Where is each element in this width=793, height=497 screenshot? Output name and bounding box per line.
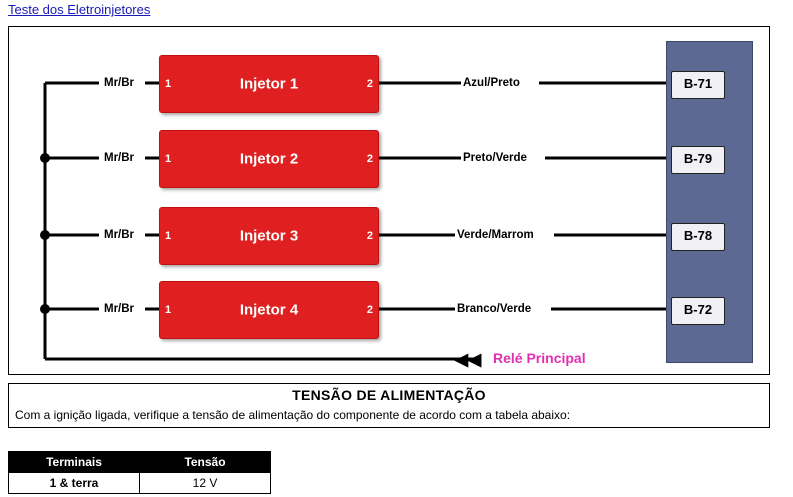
right-wire-label-2: Preto/Verde <box>463 152 527 164</box>
left-wire-label-1: Mr/Br <box>104 77 135 89</box>
injector-pin-right-1: 2 <box>366 78 373 90</box>
voltage-title: TENSÃO DE ALIMENTAÇÃO <box>292 387 486 403</box>
right-wire-label-4: Branco/Verde <box>457 303 532 315</box>
injector-label-2: Injetor 2 <box>239 150 299 168</box>
connector-chip-3[interactable]: B-78 <box>671 223 725 251</box>
injector-pin-left-4: 1 <box>165 304 172 316</box>
injector-pin-left-2: 1 <box>165 153 172 165</box>
page-title-link[interactable]: Teste dos Eletroinjetores <box>8 2 151 17</box>
injector-box-4[interactable] <box>159 281 379 339</box>
left-wire-label-4: Mr/Br <box>104 303 135 315</box>
injector-box-3[interactable] <box>159 207 379 265</box>
table-header-terminals: Terminais <box>9 452 140 473</box>
injector-pin-left-1: 1 <box>165 78 172 90</box>
table-cell-voltage: 12 V <box>140 473 271 494</box>
table-header-row <box>9 452 271 473</box>
injector-label-1: Injetor 1 <box>239 75 299 93</box>
voltage-section <box>8 383 770 428</box>
voltage-description: Com a ignição ligada, verifique a tensão de alimentação do componente de acordo com a tabela abaixo: <box>15 408 571 422</box>
injector-label-3: Injetor 3 <box>239 227 299 245</box>
injector-pin-right-4: 2 <box>366 304 373 316</box>
connector-chip-1[interactable]: B-71 <box>671 71 725 99</box>
connector-chip-2[interactable]: B-79 <box>671 146 725 174</box>
wiring-diagram <box>8 26 770 375</box>
table-row <box>9 473 271 494</box>
voltage-table <box>8 451 271 494</box>
table-header-voltage: Tensão <box>140 452 271 473</box>
relay-label: Relé Principal <box>493 350 586 366</box>
left-wire-label-2: Mr/Br <box>104 152 135 164</box>
relay-arrow-icon: ◀◀ <box>455 350 482 369</box>
injector-pin-left-3: 1 <box>165 230 172 242</box>
right-wire-label-3: Verde/Marrom <box>457 229 534 241</box>
injector-box-1[interactable] <box>159 55 379 113</box>
injector-box-2[interactable] <box>159 130 379 188</box>
table-cell-terminals: 1 & terra <box>9 473 140 494</box>
injector-pin-right-2: 2 <box>366 153 373 165</box>
injector-label-4: Injetor 4 <box>239 301 299 319</box>
left-wire-label-3: Mr/Br <box>104 229 135 241</box>
injector-pin-right-3: 2 <box>366 230 373 242</box>
connector-chip-4[interactable]: B-72 <box>671 297 725 325</box>
right-wire-label-1: Azul/Preto <box>463 77 520 89</box>
